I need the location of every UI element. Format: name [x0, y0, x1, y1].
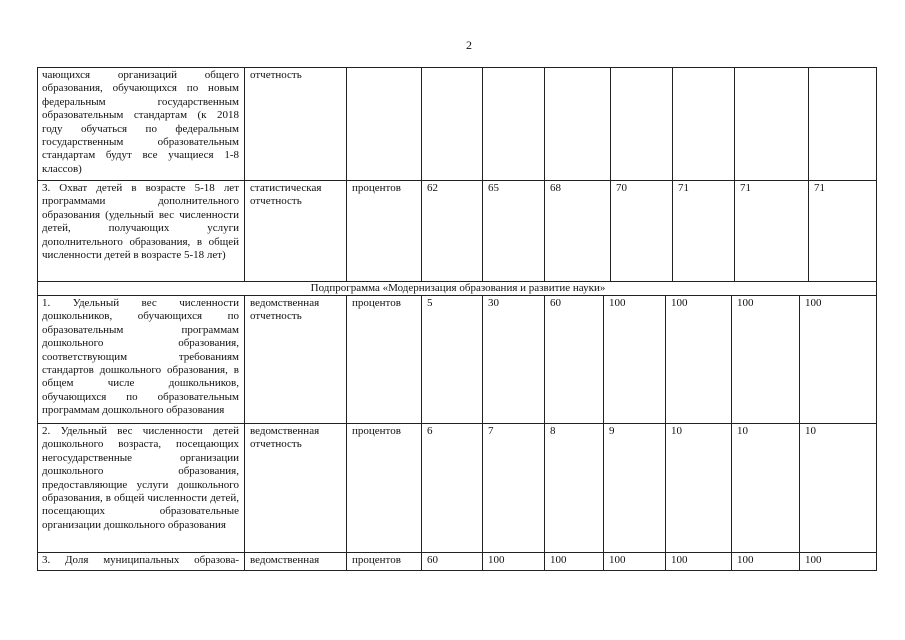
column-divider: [665, 295, 666, 570]
column-divider: [734, 68, 735, 281]
unit: процентов: [352, 297, 401, 309]
value-cell: 70: [616, 182, 627, 194]
column-divider: [610, 68, 611, 281]
column-divider: [672, 68, 673, 281]
indicators-table: [37, 67, 877, 571]
value-cell: 100: [671, 554, 688, 566]
value-cell: 100: [671, 297, 688, 309]
value-cell: 10: [737, 425, 748, 437]
indicator-description: 1. Удельный вес численности дошкольников, обучающихся по образовательным программам дошкольного образования, соответствующим требованиям стандартов дошкольного образования, в общем числе дошкольников, обучающихся по образовательным программам дошкольного образования: [42, 297, 239, 417]
value-cell: 71: [814, 182, 825, 194]
column-divider: [731, 295, 732, 570]
column-divider: [544, 295, 545, 570]
column-divider: [244, 295, 245, 570]
value-cell: 30: [488, 297, 499, 309]
data-source: ведомственная: [250, 554, 320, 566]
value-cell: 5: [427, 297, 433, 309]
row-divider: [38, 552, 876, 553]
page-number: 2: [466, 38, 472, 52]
value-cell: 60: [427, 554, 438, 566]
indicator-description: 3. Охват детей в возрасте 5-18 лет программами дополнительного образования (удельный вес численности детей, получающих услуги дополнительного образования, в общей численности детей в возрасте 5-18 лет): [42, 182, 239, 262]
value-cell: 100: [488, 554, 505, 566]
value-cell: 71: [678, 182, 689, 194]
value-cell: 100: [805, 297, 822, 309]
value-cell: 10: [805, 425, 816, 437]
unit: процентов: [352, 554, 401, 566]
value-cell: 100: [737, 554, 754, 566]
value-cell: 8: [550, 425, 556, 437]
value-cell: 65: [488, 182, 499, 194]
data-source: отчетность: [250, 69, 302, 81]
column-divider: [808, 68, 809, 281]
value-cell: 71: [740, 182, 751, 194]
column-divider: [482, 295, 483, 570]
column-divider: [421, 295, 422, 570]
value-cell: 60: [550, 297, 561, 309]
unit: процентов: [352, 182, 401, 194]
value-cell: 9: [609, 425, 615, 437]
column-divider: [346, 295, 347, 570]
column-divider: [799, 295, 800, 570]
value-cell: 100: [609, 297, 626, 309]
indicator-description: 3. Доля муниципальных образова-: [42, 554, 239, 566]
data-source: ведомственная отчетность: [250, 297, 320, 323]
value-cell: 100: [609, 554, 626, 566]
row-divider: [38, 423, 876, 424]
value-cell: 100: [805, 554, 822, 566]
indicator-description: 2. Удельный вес численности детей дошкольного возраста, посещающих негосударственные организации дошкольного образования, предоставляющие услуги дошкольного образования, в общей численности детей, посещающих образовательные организации дошкольного образования: [42, 425, 239, 531]
indicator-description: чающихся организаций общего образования, обучающихся по новым федеральным государственным образовательным стандартам (к 2018 году обучаться по федеральным государственным образовательным стандартам будут все учащиеся 1-8 классов): [42, 69, 239, 175]
value-cell: 68: [550, 182, 561, 194]
data-source: статистическая отчетность: [250, 182, 322, 208]
value-cell: 100: [737, 297, 754, 309]
unit: процентов: [352, 425, 401, 437]
row-divider: [38, 295, 876, 296]
value-cell: 62: [427, 182, 438, 194]
row-divider: [38, 180, 876, 181]
value-cell: 7: [488, 425, 494, 437]
column-divider: [244, 68, 245, 281]
column-divider: [421, 68, 422, 281]
column-divider: [544, 68, 545, 281]
column-divider: [482, 68, 483, 281]
value-cell: 100: [550, 554, 567, 566]
value-cell: 6: [427, 425, 433, 437]
value-cell: 10: [671, 425, 682, 437]
column-divider: [346, 68, 347, 281]
data-source: ведомственная отчетность: [250, 425, 320, 451]
subprogram-title: Подпрограмма «Модернизация образования и развитие науки»: [310, 282, 606, 294]
column-divider: [603, 295, 604, 570]
